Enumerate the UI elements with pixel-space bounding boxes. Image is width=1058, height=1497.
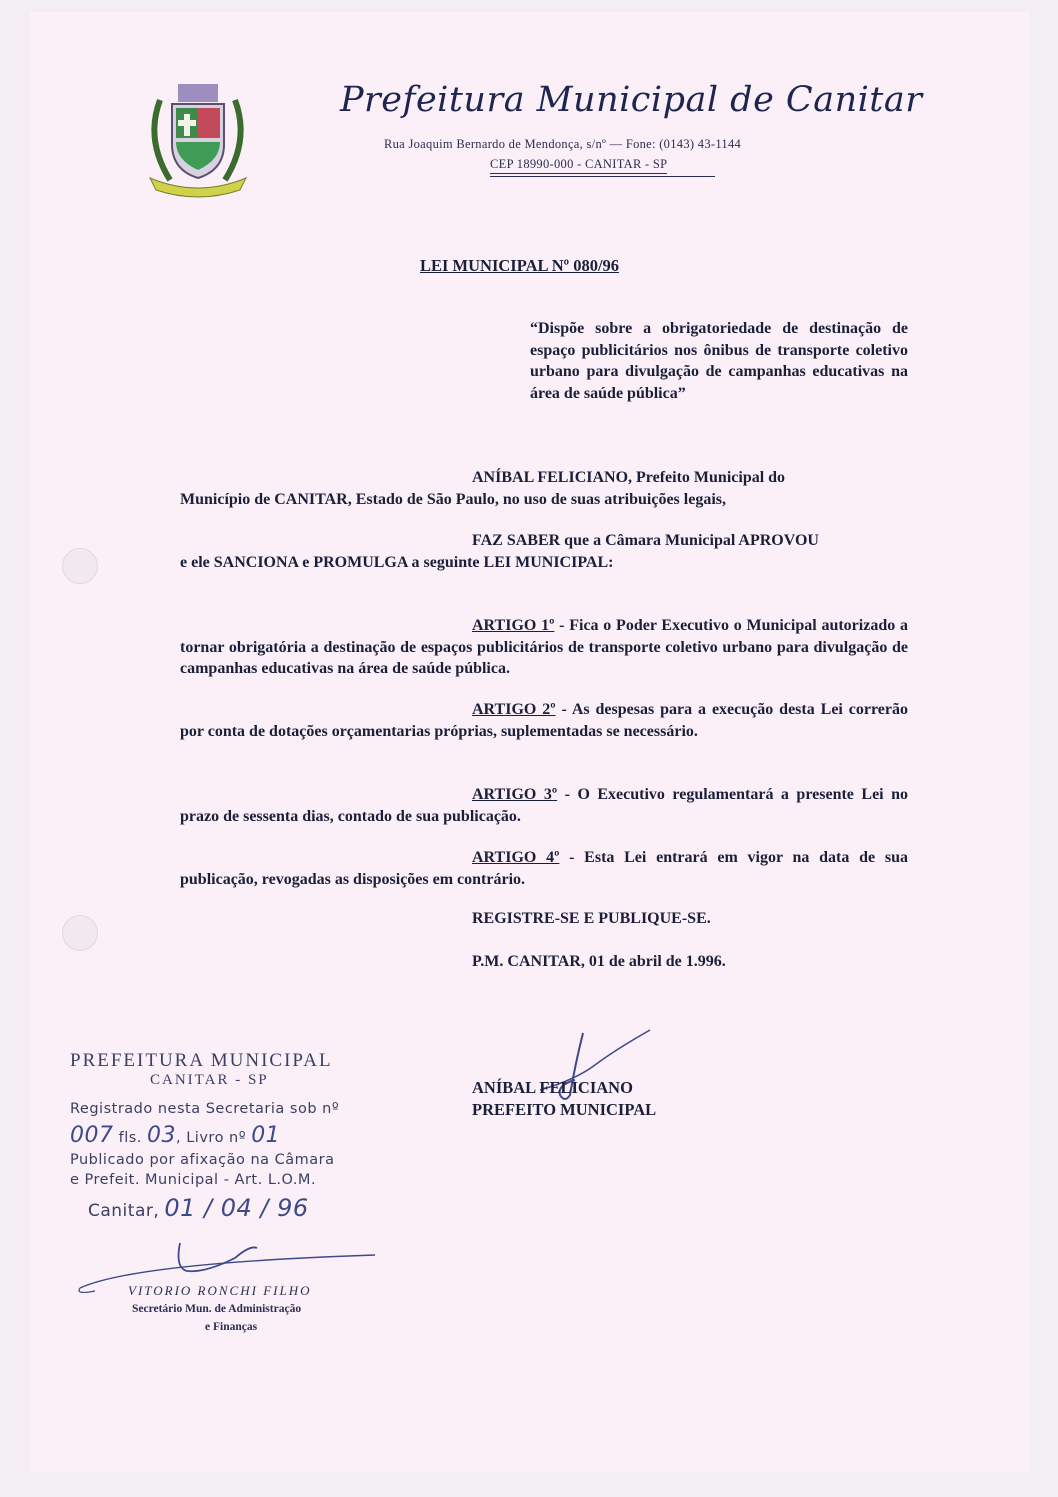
faz-saber-paragraph [180, 530, 908, 573]
article-3 [180, 784, 908, 827]
article-4-text: - Esta Lei entrará em vigor na data de sua publicação, revogadas as disposições em contrário. [180, 849, 908, 888]
reg-number: 007 [70, 1123, 114, 1148]
article-1 [180, 615, 908, 680]
hole-punch [62, 548, 98, 584]
article-1-text: - Fica o Poder Executivo o Municipal autorizado a tornar obrigatória a destinação de espaços publicitários de transporte coletivo urbano para divulgação de campanhas educativas na área de saúde pública. [180, 617, 908, 677]
canitar-label: Canitar, [88, 1201, 160, 1221]
article-2 [180, 699, 908, 742]
secretary-name: VITORIO RONCHI FILHO [128, 1283, 312, 1298]
faz-line-2: e ele SANCIONA e PROMULGA a seguinte LEI MUNICIPAL: [180, 553, 614, 571]
law-ementa: “Dispõe sobre a obrigatoriedade de destinação de espaço publicitários nos ônibus de transporte coletivo urbano para divulgação de campanhas educativas na área de saúde pública” [530, 320, 908, 402]
stamp-line-3: Registrado nesta Secretaria sob nº [70, 1101, 340, 1117]
article-2-text: - As despesas para a execução desta Lei correrão por conta de dotações orçamentarias próprias, suplementadas se necessário. [180, 701, 909, 740]
municipal-crest-icon [140, 80, 255, 200]
divider [490, 176, 715, 177]
secretary-role: Secretário Mun. de Administração [132, 1303, 302, 1315]
law-title: LEI MUNICIPAL Nº 080/96 [420, 256, 620, 275]
article-3-label: ARTIGO 3º [472, 786, 558, 803]
intro-line-1: ANÍBAL FELICIANO, Prefeito Municipal do [472, 469, 786, 486]
signer-role: PREFEITO MUNICIPAL [472, 1100, 657, 1119]
stamp-line-6: e Prefeit. Municipal - Art. L.O.M. [70, 1172, 317, 1188]
letterhead-cep: CEP 18990-000 - CANITAR - SP [490, 157, 667, 174]
fls-label: fls. [118, 1130, 142, 1146]
intro-paragraph [180, 467, 908, 510]
place-date: P.M. CANITAR, 01 de abril de 1.996. [472, 953, 726, 970]
stamp-line-5: Publicado por afixação na Câmara [70, 1152, 335, 1168]
fls-number: 03 [147, 1123, 177, 1148]
registre-line: REGISTRE-SE E PUBLIQUE-SE. [472, 910, 711, 927]
letterhead-title: Prefeitura Municipal de Canitar [340, 80, 923, 120]
intro-line-2: Município de CANITAR, Estado de São Paulo, no uso de suas atribuições legais, [180, 490, 726, 508]
stamp-date: 01 / 04 / 96 [164, 1194, 309, 1222]
secretary-role-2: e Finanças [205, 1321, 258, 1333]
stamp-line-4 [70, 1123, 390, 1148]
letterhead-address: Rua Joaquim Bernardo de Mendonça, s/nº — Fone: (0143) 43-1144 [384, 137, 742, 151]
signer-name: ANÍBAL FELICIANO [472, 1078, 633, 1097]
livro-number: 01 [251, 1123, 281, 1148]
article-3-text: - O Executivo regulamentará a presente Lei no prazo de sessenta dias, contado de sua publicação. [180, 786, 909, 825]
stamp-line-1: PREFEITURA MUNICIPAL [70, 1050, 333, 1071]
stamp-line-2: CANITAR - SP [150, 1072, 269, 1088]
faz-line-1: FAZ SABER que a Câmara Municipal APROVOU [472, 532, 819, 549]
article-4-label: ARTIGO 4º [472, 849, 560, 866]
livro-label: , Livro nº [176, 1130, 247, 1146]
hole-punch [62, 915, 98, 951]
registration-stamp [70, 1050, 390, 1222]
stamp-line-7 [88, 1194, 390, 1222]
article-2-label: ARTIGO 2º [472, 701, 556, 718]
article-1-label: ARTIGO 1º [472, 617, 555, 634]
article-4 [180, 847, 908, 890]
